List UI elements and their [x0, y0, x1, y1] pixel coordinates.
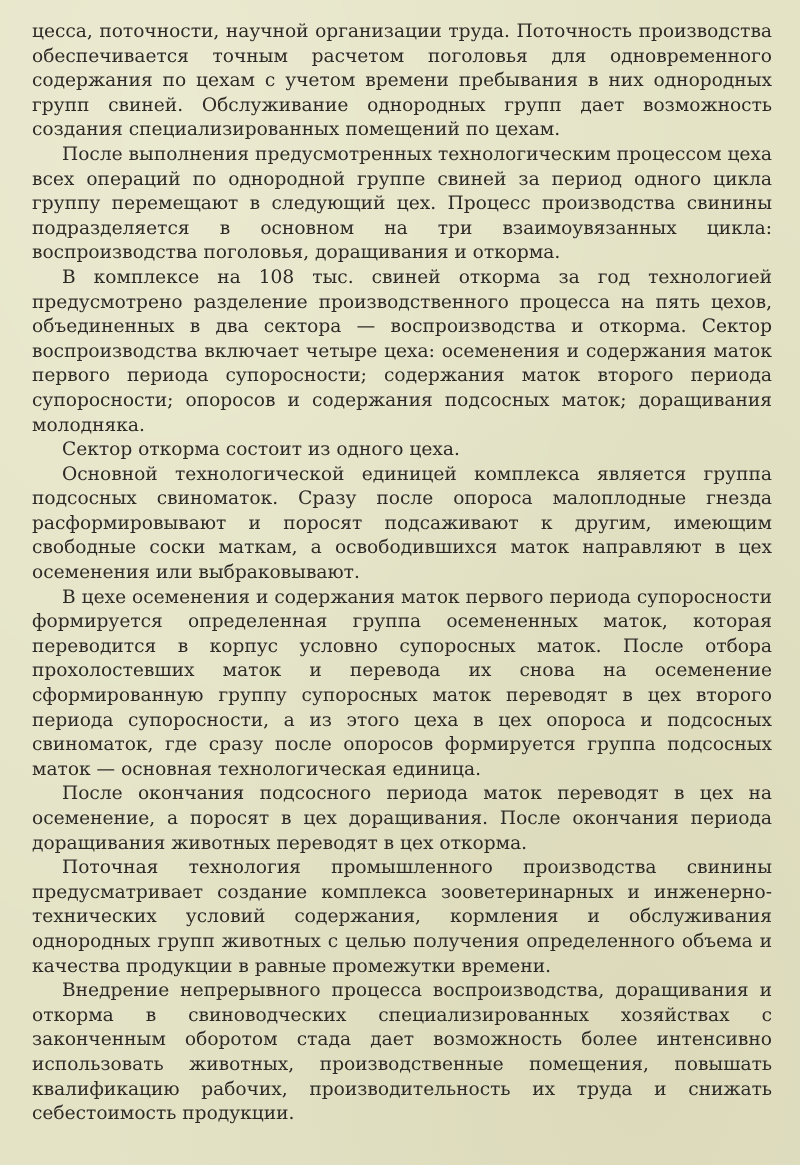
- paragraph-flow-technology: Поточная технология промышленного производства свинины предусматривает создание комплекса зооветеринарных и инженерно-технических условий содержания, кормления и обслуживания однородных групп животных с целью получения определенного объема и качества продукции в равные промежутки времени.: [32, 857, 772, 977]
- paragraph-continuation: цесса, поточности, научной организации труда. Поточность производства обеспечивается точным расчетом поголовья для одновременного содержания по цехам с учетом времени пребывания в них однородных групп свиней. Обслуживание однородных групп дает возможность создания специализированных помещений по цехам.: [32, 21, 772, 141]
- paragraph-technological-unit: Основной технологической единицей комплекса является группа подсосных свиноматок. Сразу после опороса малоплодные гнезда расформировывают и поросят подсаживают к другим, имеющим свободные соски маткам, а освободившихся маток направляют в цех осеменения или выбраковывают.: [32, 463, 772, 584]
- paragraph-complex-sectors: В комплексе на 108 тыс. свиней откорма за год технологией предусмотрено разделение производственного процесса на пять цехов, объединенных в два сектора — воспроизводства и откорма. Сектор воспроизводства включает четыре цеха: осеменения и содержания маток первого периода супоросности; содержания маток второго периода супоросности; опоросов и содержания подсосных маток; доращивания молодняка.: [32, 266, 772, 436]
- paragraph-process-cycles: После выполнения предусмотренных технологическим процессом цеха всех операций по однородной группе свиней за период одного цикла группу перемещают в следующий цех. Процесс производства свинины подразделяется в основном на три взаимоувязанных цикла: воспроизводства поголовья, доращивания и откорма.: [32, 143, 772, 264]
- paragraph-continuous-process: Внедрение непрерывного процесса воспроизводства, доращивания и откорма в свиноводческих специализированных хозяйствах с законченным оборотом стада дает возможность более интенсивно использовать животных, производственные помещения, повышать квалификацию рабочих, производительность их труда и снижать себестоимость продукции.: [32, 980, 772, 1125]
- paragraph-insemination-shop: В цехе осеменения и содержания маток первого периода супоросности формируется определенная группа осемененных маток, которая переводится в корпус условно супоросных маток. После отбора прохолостевших маток и перевода их снова на осеменение сформированную группу супоросных маток переводят в цех второго периода супоросности, а из этого цеха в цех опороса и подсосных свиноматок, где сразу после опоросов формируется группа подсосных маток — основная технологическая единица.: [32, 586, 772, 780]
- paragraph-suckling-period: После окончания подсосного периода маток переводят в цех на осеменение, а поросят в цех доращивания. После окончания периода доращивания животных переводят в цех откорма.: [32, 783, 772, 854]
- body-text: [32, 20, 772, 1127]
- paragraph-fattening-sector: Сектор откорма состоит из одного цеха.: [62, 439, 460, 461]
